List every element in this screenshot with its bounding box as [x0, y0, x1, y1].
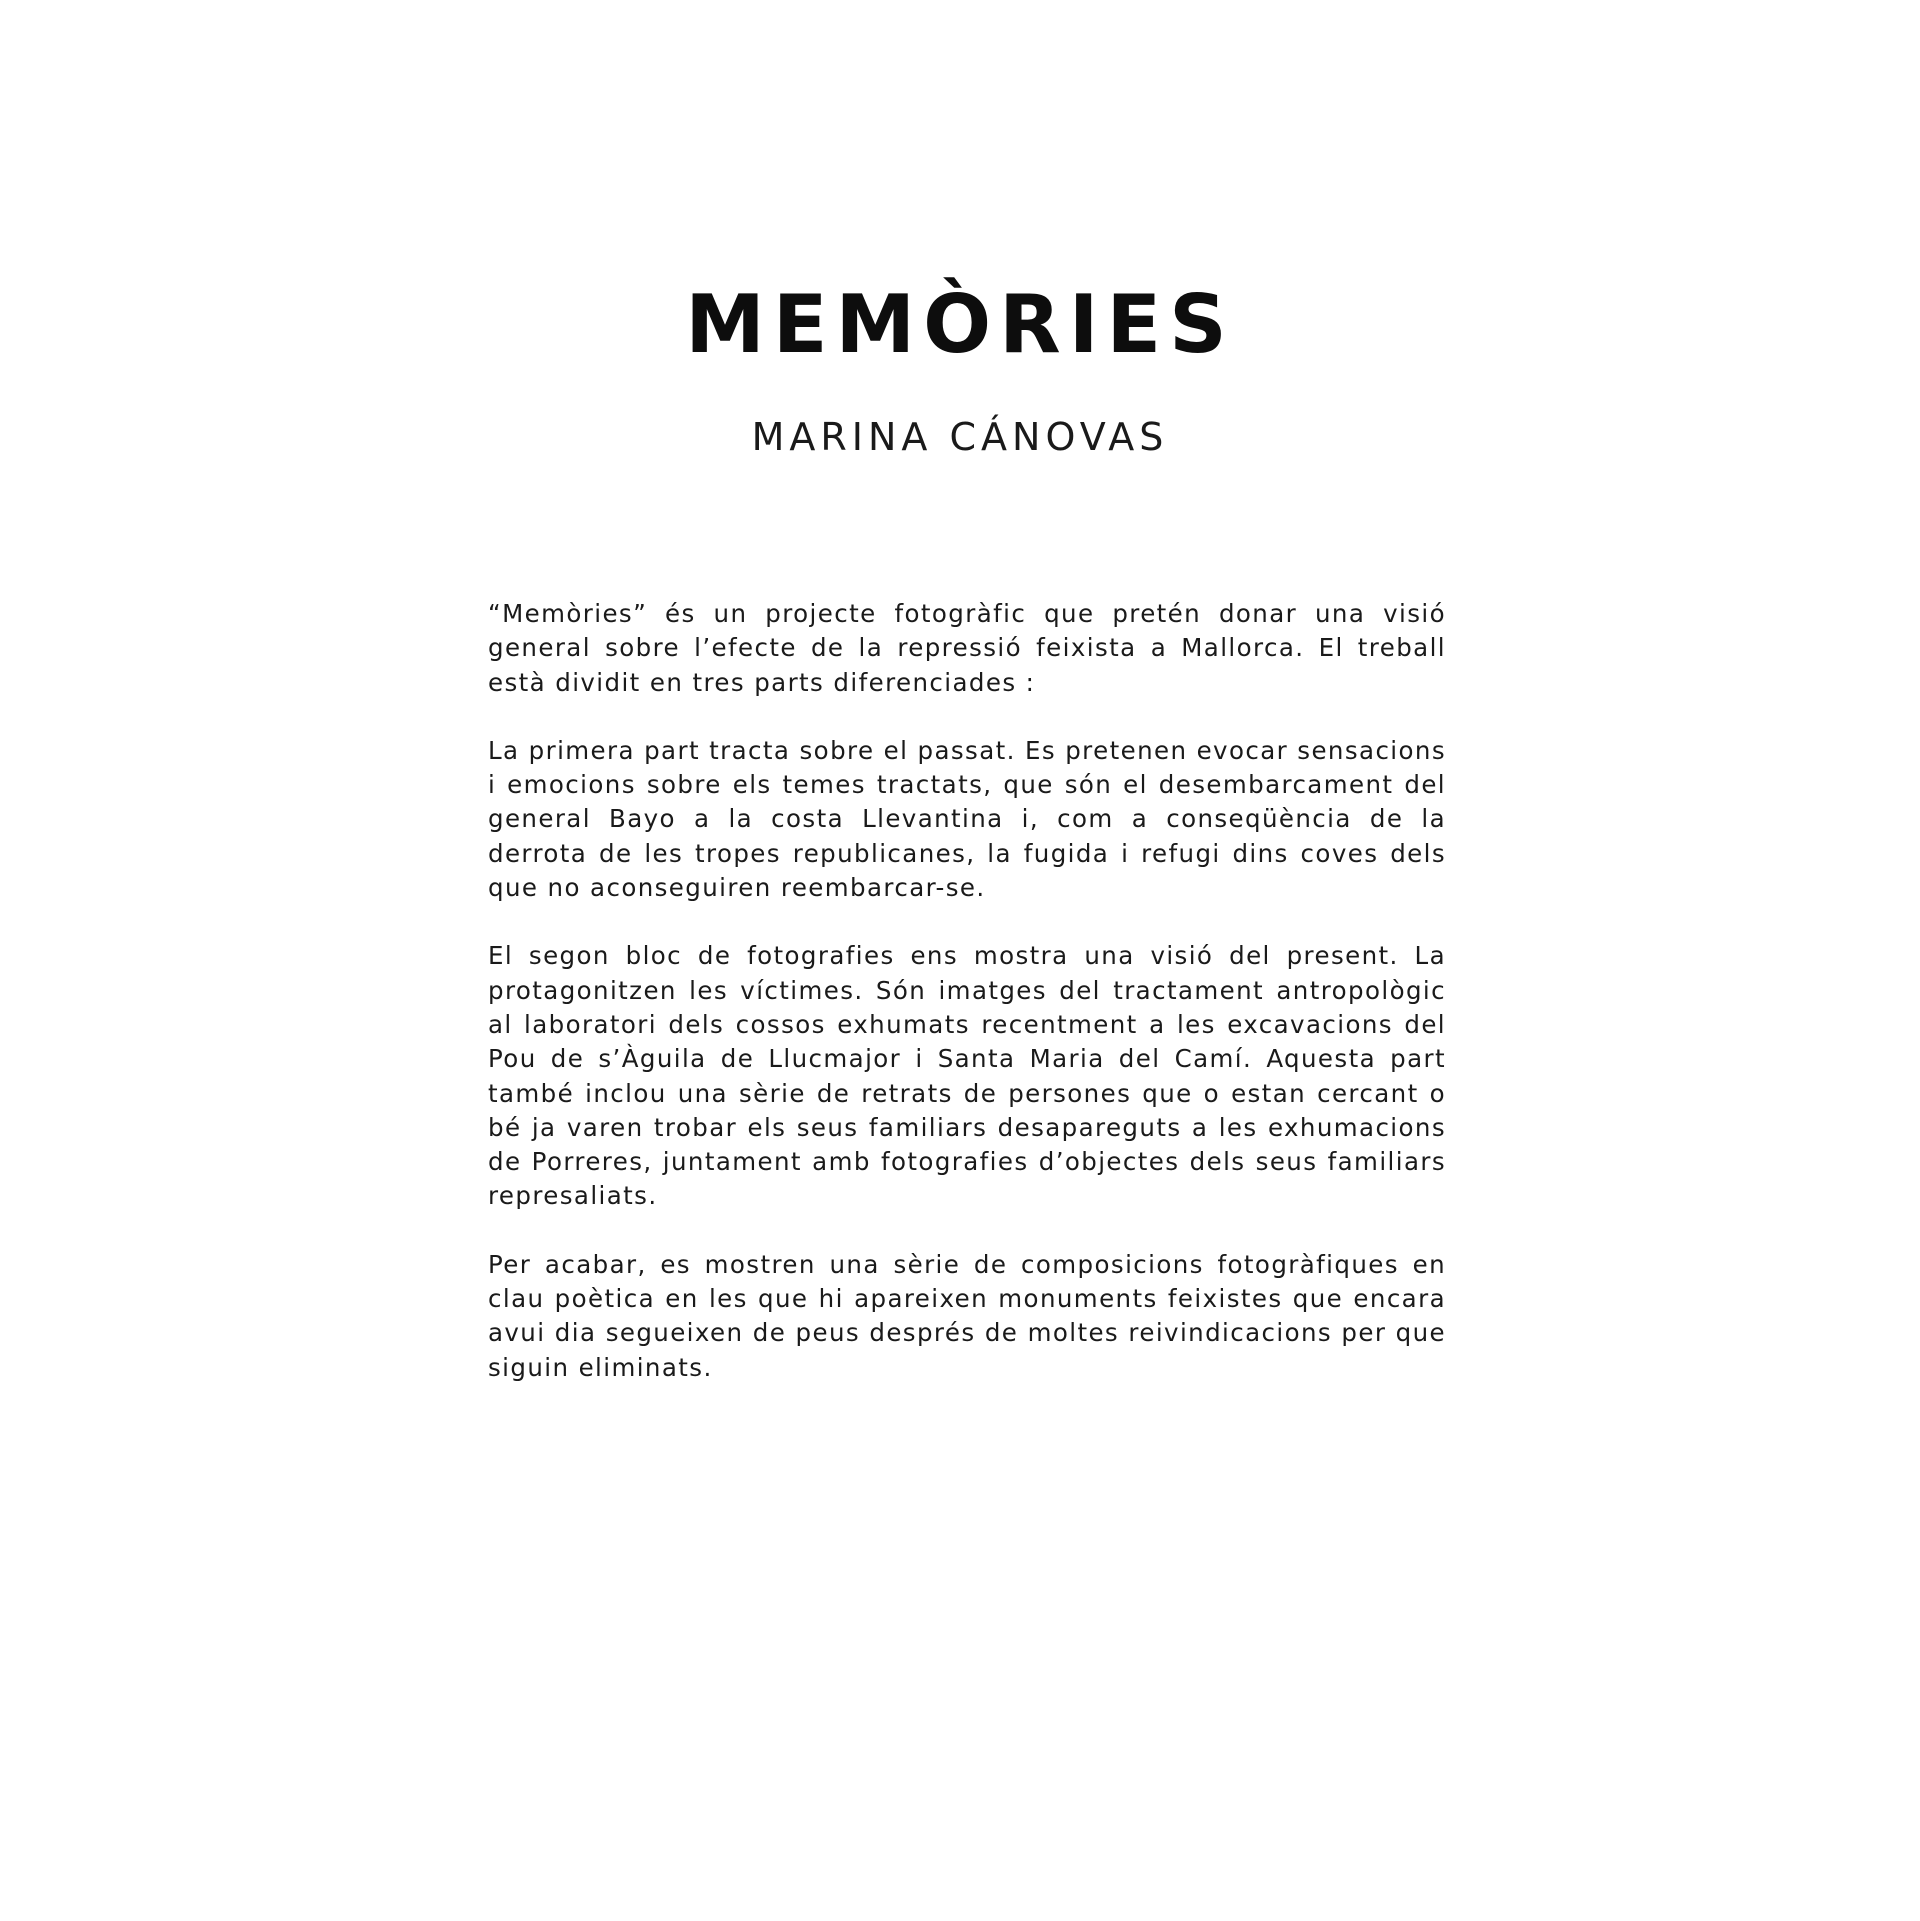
paragraph-part-two: El segon bloc de fotografies ens mostra una visió del present. La protagonitzen les víctimes. Són imatges del tractament antropològic al laboratori dels cossos exhumats recentment a les excavacions del Pou de s’Àguila de Llucmajor i Santa Maria del Camí. Aquesta part també inclou una sèrie de retrats de persones que o estan cercant o bé ja varen trobar els seus familiars desapareguts a les exhumacions de Porreres, juntament amb fotografies d’objectes dels seus familiars represaliats. — [488, 941, 1446, 1211]
paragraph-part-three: Per acabar, es mostren una sèrie de composicions fotogràfiques en clau poètica en les que hi apareixen monuments feixistes que encara avui dia segueixen de peus després de moltes reivindicacions per que siguin eliminats. — [488, 1249, 1446, 1382]
page-title: MEMÒRIES — [685, 278, 1235, 371]
author-name: MARINA CÁNOVAS — [751, 415, 1169, 459]
paragraph-intro: “Memòries” és un projecte fotogràfic que pretén donar una visió general sobre l’efecte de la repressió feixista a Mallorca. El treball està dividit en tres parts diferenciades : — [488, 599, 1446, 697]
body-text — [488, 597, 1446, 1419]
paragraph-part-one: La primera part tracta sobre el passat. Es pretenen evocar sensacions i emocions sobre els temes tractats, que són el desembarcament del general Bayo a la costa Llevantina i, com a conseqüència de la derrota de les tropes republicanes, la fugida i refugi dins coves dels que no aconseguiren reembarcar-se. — [488, 735, 1446, 903]
